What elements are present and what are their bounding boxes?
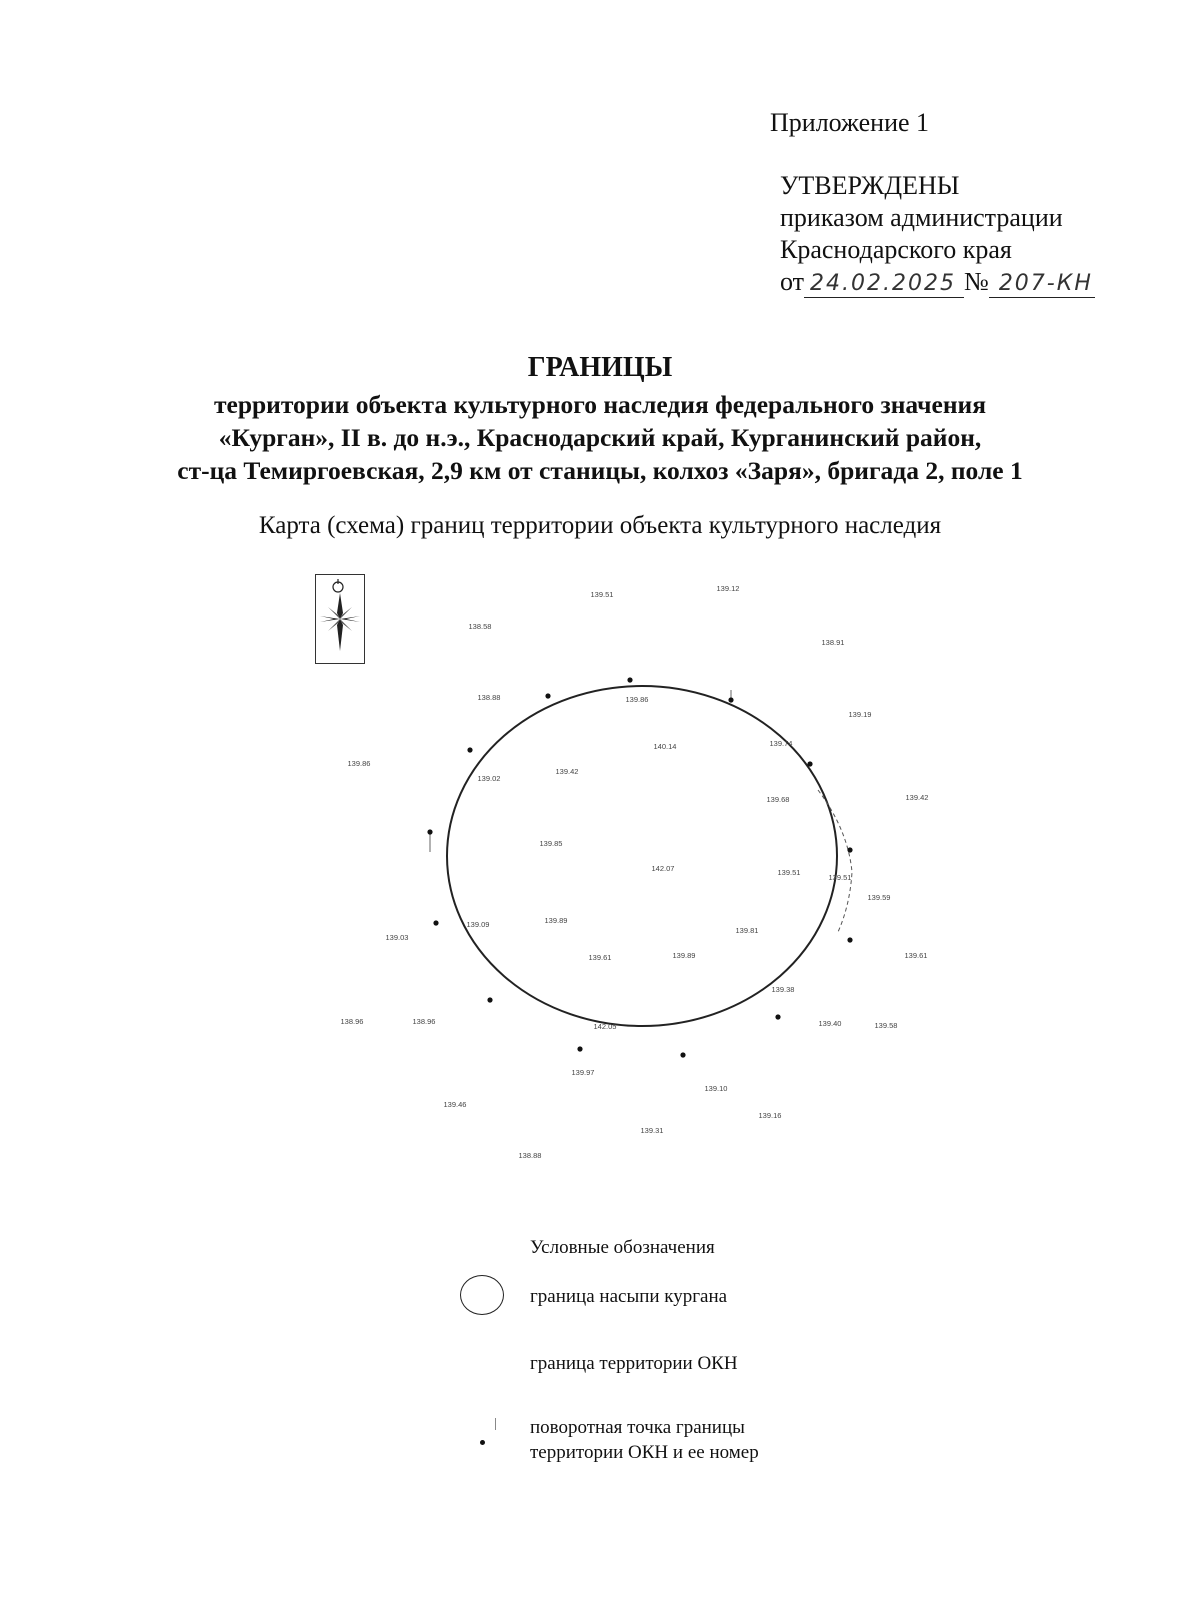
legend-turning-point	[530, 1415, 759, 1465]
turning-point-dot	[680, 1052, 685, 1057]
elevation-label: 139.85	[539, 839, 563, 848]
turning-point-dot	[847, 937, 852, 942]
elevation-label: 138.96	[340, 1017, 364, 1026]
subtitle-line-3: ст-ца Темиргоевская, 2,9 км от станицы, колхоз «Заря», бригада 2, поле 1	[177, 456, 1023, 485]
approved-line-2: приказом администрации	[780, 203, 1063, 232]
turning-point-dot	[847, 847, 852, 852]
elevation-label: 142.05	[593, 1022, 617, 1031]
legend-mound-circle-icon	[460, 1275, 504, 1315]
elevation-label: 139.51	[777, 868, 801, 877]
turning-point-dot	[577, 1046, 582, 1051]
turning-point-dot	[728, 697, 733, 702]
elevation-label: 139.10	[704, 1084, 728, 1093]
date-prefix: от	[780, 267, 805, 296]
elevation-label: 139.42	[905, 793, 929, 802]
legend-mound-boundary: граница насыпи кургана	[530, 1286, 728, 1307]
turning-point-dot	[627, 677, 632, 682]
elevation-labels-layer	[341, 584, 929, 1160]
elevation-label: 142.07	[651, 864, 675, 873]
elevation-label: 139.86	[625, 695, 649, 704]
elevation-label: 139.09	[466, 920, 490, 929]
elevation-label: 138.91	[821, 638, 845, 647]
elevation-label: 139.16	[758, 1111, 782, 1120]
elevation-label: 139.03	[385, 933, 409, 942]
elevation-label: 139.51	[590, 590, 614, 599]
turning-point-dot	[487, 997, 492, 1002]
elevation-label: 139.89	[544, 916, 568, 925]
elevation-label: 139.02	[477, 774, 501, 783]
legend-turning-point-dot-icon	[480, 1440, 485, 1445]
elevation-label: 139.89	[672, 951, 696, 960]
turning-point-dot	[467, 747, 472, 752]
elevation-label: 139.58	[874, 1021, 898, 1030]
okn-boundary-line	[818, 790, 852, 932]
elevation-label: 139.81	[735, 926, 759, 935]
elevation-label: 139.19	[848, 710, 872, 719]
legend-turning-point-line-1: поворотная точка границы	[530, 1417, 745, 1438]
elevation-label: 139.86	[347, 759, 371, 768]
approved-line-1: УТВЕРЖДЕНЫ	[780, 171, 960, 200]
elevation-label: 138.96	[412, 1017, 436, 1026]
order-date: 24.02.2025	[804, 271, 964, 298]
elevation-label: 139.46	[443, 1100, 467, 1109]
legend-okn-boundary: граница территории ОКН	[530, 1353, 738, 1374]
legend-turning-point-line-2: территории ОКН и ее номер	[530, 1442, 759, 1463]
elevation-label: 139.74	[769, 739, 793, 748]
turning-point-dot	[807, 761, 812, 766]
elevation-label: 139.61	[588, 953, 612, 962]
turning-point-dot	[545, 693, 550, 698]
elevation-label: 138.88	[477, 693, 501, 702]
turning-point-dot	[433, 920, 438, 925]
subtitle-line-1: территории объекта культурного наследия федерального значения	[213, 390, 987, 419]
elevation-label: 139.42	[555, 767, 579, 776]
approved-line-3: Краснодарского края	[780, 235, 1012, 264]
elevation-label: 139.59	[867, 893, 891, 902]
turning-point-dot	[775, 1014, 780, 1019]
elevation-label: 139.38	[771, 985, 795, 994]
elevation-label: 138.88	[518, 1151, 542, 1160]
elevation-label: 139.68	[766, 795, 790, 804]
order-number: 207-КН	[989, 271, 1095, 298]
elevation-label: 139.40	[818, 1019, 842, 1028]
turning-point-dot	[427, 829, 432, 834]
map-caption: Карта (схема) границ территории объекта культурного наследия	[258, 512, 942, 539]
elevation-label: 140.14	[653, 742, 677, 751]
legend-boundary-tick-icon	[495, 1418, 496, 1430]
elevation-label: 139.12	[716, 584, 740, 593]
elevation-label: 139.97	[571, 1068, 595, 1077]
appendix-label: Приложение 1	[770, 108, 930, 137]
mound-boundary-circle	[447, 686, 837, 1026]
page-title: ГРАНИЦЫ	[527, 352, 673, 383]
legend-title: Условные обозначения	[530, 1237, 715, 1258]
number-sign: №	[964, 267, 989, 296]
elevation-label: 139.61	[904, 951, 928, 960]
subtitle-line-2: «Курган», II в. до н.э., Краснодарский край, Курганинский район,	[218, 423, 982, 452]
elevation-label: 139.31	[640, 1126, 664, 1135]
elevation-label: 139.51	[828, 873, 852, 882]
elevation-label: 138.58	[468, 622, 492, 631]
